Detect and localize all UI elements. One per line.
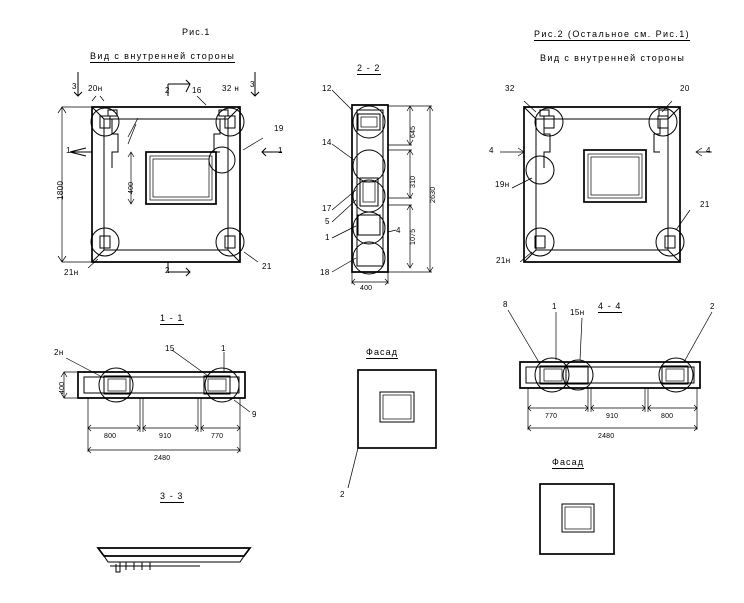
sec11-dim-770: 770 — [211, 433, 224, 440]
sec22-mark-1: 1 — [325, 233, 330, 242]
facade2 — [540, 484, 614, 554]
fig2-mark-21: 21 — [700, 200, 710, 209]
fig2-mark-32: 32 — [505, 84, 515, 93]
fig1-mark-16: 16 — [192, 86, 202, 95]
fig1-caption: Рис.1 — [182, 27, 211, 37]
sec11-dim-910: 910 — [159, 433, 172, 440]
fig1-mark-32n: 32 н — [222, 84, 240, 93]
fig1-mark-19: 19 — [274, 124, 284, 133]
facade1-mark-2: 2 — [340, 490, 345, 499]
sec22-mark-14: 14 — [322, 138, 332, 147]
fig1-mark-2a: 2 — [165, 86, 170, 95]
sec22-dim-400: 400 — [360, 285, 373, 292]
sec44-mark-8: 8 — [503, 300, 508, 309]
sec22-dim-1075: 1075 — [410, 228, 417, 245]
sec44-mark-2: 2 — [710, 302, 715, 311]
fig1-dim-400: 400 — [128, 181, 135, 194]
sec11-mark-1: 1 — [221, 344, 226, 353]
sec22-mark-17: 17 — [322, 204, 332, 213]
fig1-mark-2b: 2 — [165, 266, 170, 275]
sec44-dim-800: 800 — [661, 413, 674, 420]
fig1-dim-1800: 1800 — [56, 180, 65, 200]
fig2-mark-19n: 19н — [495, 180, 510, 189]
sec11-dim-400: 400 — [59, 381, 66, 394]
sec22-mark-5: 5 — [325, 217, 330, 226]
sec44-caption: 4 - 4 — [598, 301, 622, 311]
facade1-caption: Фасад — [366, 347, 399, 357]
fig1-mark-3b: 3 — [250, 80, 255, 89]
sec44-dim-910: 910 — [606, 413, 619, 420]
fig2-mark-4a: 4 — [489, 146, 494, 155]
fig1-mark-3a: 3 — [72, 82, 77, 91]
sec22-mark-4: 4 — [396, 226, 401, 235]
sec44-dim-2480: 2480 — [598, 433, 615, 440]
sec22-mark-12: 12 — [322, 84, 332, 93]
sec44-dim-770: 770 — [545, 413, 558, 420]
sec33-caption: 3 - 3 — [160, 491, 184, 501]
fig2-mark-20: 20 — [680, 84, 690, 93]
sec33 — [98, 548, 250, 572]
sec22-dim-310: 310 — [410, 175, 417, 188]
sec11-caption: 1 - 1 — [160, 313, 184, 323]
fig2-mark-21n: 21н — [496, 256, 511, 265]
sec11-dim-800: 800 — [104, 433, 117, 440]
fig2-subcaption: Вид с внутренней стороны — [540, 53, 686, 63]
sec44-mark-1: 1 — [552, 302, 557, 311]
sec22-mark-18: 18 — [320, 268, 330, 277]
sec11-mark-2n: 2н — [54, 348, 64, 357]
fig1-mark-21: 21 — [262, 262, 272, 271]
sec11-mark-15: 15 — [165, 344, 175, 353]
sec22-caption: 2 - 2 — [357, 63, 381, 73]
sec44-mark-15n: 15н — [570, 308, 585, 317]
fig2-caption: Рис.2 (Остальное см. Рис.1) — [534, 29, 691, 39]
fig1-mark-1a: 1 — [66, 146, 71, 155]
fig1-mark-21n: 21н — [64, 268, 79, 277]
fig1-subcaption: Вид с внутренней стороны — [90, 51, 236, 61]
sec22-dim-645: 645 — [410, 125, 417, 138]
sec22-dim-2630: 2630 — [430, 186, 437, 203]
facade2-caption: Фасад — [552, 457, 585, 467]
facade1 — [348, 370, 436, 488]
fig2-mark-4b: 4 — [706, 146, 711, 155]
fig1-frame — [58, 72, 282, 276]
sec11-dim-2480: 2480 — [154, 455, 171, 462]
fig1-mark-20n: 20н — [88, 84, 103, 93]
fig2-frame — [500, 101, 712, 262]
sec11-mark-9: 9 — [252, 410, 257, 419]
fig1-mark-1b: 1 — [278, 146, 283, 155]
